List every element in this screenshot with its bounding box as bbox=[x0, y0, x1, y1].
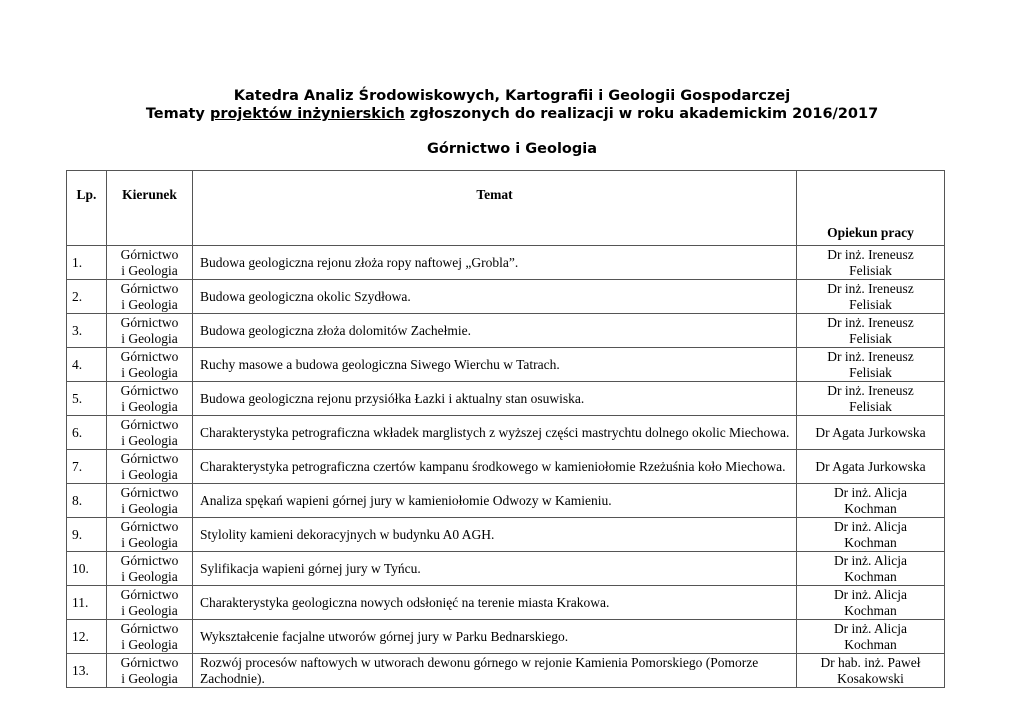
table-row bbox=[67, 348, 945, 382]
cell-lp: 5. bbox=[67, 382, 107, 416]
table-row bbox=[67, 484, 945, 518]
cell-temat: Budowa geologiczna złoża dolomitów Zachełmie. bbox=[193, 314, 797, 348]
opiekun-line-2: Felisiak bbox=[849, 296, 892, 312]
kierunek-line-2: i Geologia bbox=[121, 500, 178, 516]
cell-lp: 6. bbox=[67, 416, 107, 450]
kierunek-line-2: i Geologia bbox=[121, 670, 178, 686]
table-row bbox=[67, 246, 945, 280]
cell-lp: 12. bbox=[67, 620, 107, 654]
opiekun-line-1: Dr inż. Ireneusz bbox=[827, 280, 914, 296]
department-title: Katedra Analiz Środowiskowych, Kartografii i Geologii Gospodarczej bbox=[233, 88, 791, 104]
kierunek-line-2: i Geologia bbox=[121, 432, 178, 448]
opiekun-line-2: Felisiak bbox=[849, 398, 892, 414]
cell-temat: Charakterystyka geologiczna nowych odsłonięć na terenie miasta Krakowa. bbox=[193, 586, 797, 620]
cell-lp: 9. bbox=[67, 518, 107, 552]
kierunek-line-1: Górnictwo bbox=[120, 348, 179, 364]
cell-kierunek bbox=[107, 620, 193, 654]
opiekun-line-1: Dr inż. Ireneusz bbox=[827, 246, 914, 262]
cell-opiekun bbox=[797, 416, 945, 450]
cell-temat: Sylifikacja wapieni górnej jury w Tyńcu. bbox=[193, 552, 797, 586]
cell-kierunek bbox=[107, 484, 193, 518]
cell-opiekun bbox=[797, 280, 945, 314]
opiekun-line-1: Dr Agata Jurkowska bbox=[815, 458, 926, 474]
cell-temat: Charakterystyka petrograficzna czertów kampanu środkowego w kamieniołomie Rzeżuśnia koło Miechowa. bbox=[193, 450, 797, 484]
kierunek-line-2: i Geologia bbox=[121, 262, 178, 278]
cell-opiekun bbox=[797, 484, 945, 518]
cell-kierunek bbox=[107, 348, 193, 382]
opiekun-line-2: Kochman bbox=[844, 636, 897, 652]
cell-temat: Budowa geologiczna okolic Szydłowa. bbox=[193, 280, 797, 314]
opiekun-line-1: Dr inż. Alicja bbox=[833, 484, 908, 500]
kierunek-line-1: Górnictwo bbox=[120, 382, 179, 398]
cell-lp: 11. bbox=[67, 586, 107, 620]
opiekun-line-2: Kochman bbox=[844, 602, 897, 618]
opiekun-line-1: Dr inż. Alicja bbox=[833, 620, 908, 636]
opiekun-line-1: Dr Agata Jurkowska bbox=[815, 424, 926, 440]
table-header-row bbox=[67, 171, 945, 246]
cell-opiekun bbox=[797, 586, 945, 620]
table-row bbox=[67, 654, 945, 688]
cell-lp: 10. bbox=[67, 552, 107, 586]
opiekun-line-1: Dr inż. Ireneusz bbox=[827, 314, 914, 330]
kierunek-line-2: i Geologia bbox=[121, 364, 178, 380]
opiekun-line-1: Dr inż. Alicja bbox=[833, 586, 908, 602]
kierunek-line-1: Górnictwo bbox=[120, 416, 179, 432]
opiekun-line-1: Dr hab. inż. Paweł bbox=[820, 654, 921, 670]
kierunek-line-1: Górnictwo bbox=[120, 518, 179, 534]
kierunek-line-1: Górnictwo bbox=[120, 484, 179, 500]
cell-lp: 4. bbox=[67, 348, 107, 382]
table-row bbox=[67, 314, 945, 348]
column-header-kierunek: Kierunek bbox=[107, 171, 193, 246]
opiekun-line-1: Dr inż. Ireneusz bbox=[827, 382, 914, 398]
cell-temat: Rozwój procesów naftowych w utworach dewonu górnego w rejonie Kamienia Pomorskiego (Pomorze Zachodnie). bbox=[193, 654, 797, 688]
cell-lp: 7. bbox=[67, 450, 107, 484]
opiekun-line-2: Kochman bbox=[844, 500, 897, 516]
title-suffix: zgłoszonych do realizacji w roku akademickim 2016/2017 bbox=[404, 106, 879, 122]
cell-opiekun bbox=[797, 518, 945, 552]
cell-kierunek bbox=[107, 552, 193, 586]
kierunek-line-2: i Geologia bbox=[121, 296, 178, 312]
cell-temat: Ruchy masowe a budowa geologiczna Siwego Wierchu w Tatrach. bbox=[193, 348, 797, 382]
column-header-temat: Temat bbox=[193, 171, 797, 246]
cell-lp: 8. bbox=[67, 484, 107, 518]
cell-kierunek bbox=[107, 654, 193, 688]
section-subtitle: Górnictwo i Geologia bbox=[426, 141, 598, 157]
cell-opiekun bbox=[797, 314, 945, 348]
cell-kierunek bbox=[107, 246, 193, 280]
cell-kierunek bbox=[107, 586, 193, 620]
opiekun-line-2: Kochman bbox=[844, 534, 897, 550]
cell-temat: Stylolity kamieni dekoracyjnych w budynku A0 AGH. bbox=[193, 518, 797, 552]
kierunek-line-1: Górnictwo bbox=[120, 450, 179, 466]
kierunek-line-2: i Geologia bbox=[121, 568, 178, 584]
cell-opiekun bbox=[797, 552, 945, 586]
cell-opiekun bbox=[797, 348, 945, 382]
opiekun-line-1: Dr inż. Ireneusz bbox=[827, 348, 914, 364]
cell-kierunek bbox=[107, 280, 193, 314]
cell-opiekun bbox=[797, 450, 945, 484]
cell-temat: Analiza spękań wapieni górnej jury w kamieniołomie Odwozy w Kamieniu. bbox=[193, 484, 797, 518]
cell-temat: Budowa geologiczna rejonu przysiółka Łazki i aktualny stan osuwiska. bbox=[193, 382, 797, 416]
kierunek-line-2: i Geologia bbox=[121, 636, 178, 652]
kierunek-line-1: Górnictwo bbox=[120, 314, 179, 330]
cell-temat: Budowa geologiczna rejonu złoża ropy naftowej „Grobla”. bbox=[193, 246, 797, 280]
kierunek-line-2: i Geologia bbox=[121, 602, 178, 618]
table-row bbox=[67, 382, 945, 416]
cell-lp: 13. bbox=[67, 654, 107, 688]
kierunek-line-1: Górnictwo bbox=[120, 246, 179, 262]
kierunek-line-2: i Geologia bbox=[121, 534, 178, 550]
title-underlined: projektów inżynierskich bbox=[209, 106, 405, 122]
kierunek-line-1: Górnictwo bbox=[120, 552, 179, 568]
cell-kierunek bbox=[107, 314, 193, 348]
cell-lp: 3. bbox=[67, 314, 107, 348]
cell-kierunek bbox=[107, 518, 193, 552]
kierunek-line-1: Górnictwo bbox=[120, 280, 179, 296]
cell-kierunek bbox=[107, 450, 193, 484]
cell-kierunek bbox=[107, 382, 193, 416]
opiekun-line-2: Kochman bbox=[844, 568, 897, 584]
cell-lp: 2. bbox=[67, 280, 107, 314]
kierunek-line-2: i Geologia bbox=[121, 466, 178, 482]
kierunek-line-1: Górnictwo bbox=[120, 654, 179, 670]
cell-opiekun bbox=[797, 382, 945, 416]
cell-temat: Wykształcenie facjalne utworów górnej jury w Parku Bednarskiego. bbox=[193, 620, 797, 654]
table-row bbox=[67, 552, 945, 586]
cell-kierunek bbox=[107, 416, 193, 450]
cell-opiekun bbox=[797, 246, 945, 280]
column-header-lp: Lp. bbox=[67, 171, 107, 246]
kierunek-line-1: Górnictwo bbox=[120, 620, 179, 636]
table-row bbox=[67, 518, 945, 552]
opiekun-line-1: Dr inż. Alicja bbox=[833, 518, 908, 534]
opiekun-line-1: Dr inż. Alicja bbox=[833, 552, 908, 568]
document-title bbox=[0, 106, 1024, 122]
cell-opiekun bbox=[797, 654, 945, 688]
cell-lp: 1. bbox=[67, 246, 107, 280]
cell-opiekun bbox=[797, 620, 945, 654]
title-prefix: Tematy bbox=[145, 106, 210, 122]
opiekun-line-2: Kosakowski bbox=[837, 670, 904, 686]
table-row bbox=[67, 416, 945, 450]
table-row bbox=[67, 586, 945, 620]
opiekun-line-2: Felisiak bbox=[849, 262, 892, 278]
column-header-opiekun: Opiekun pracy bbox=[797, 171, 945, 246]
cell-temat: Charakterystyka petrograficzna wkładek marglistych z wyższej części mastrychtu dolnego okolic Miechowa. bbox=[193, 416, 797, 450]
opiekun-line-2: Felisiak bbox=[849, 364, 892, 380]
table-row bbox=[67, 450, 945, 484]
table-row bbox=[67, 620, 945, 654]
table-row bbox=[67, 280, 945, 314]
kierunek-line-1: Górnictwo bbox=[120, 586, 179, 602]
topics-table bbox=[66, 170, 945, 688]
kierunek-line-2: i Geologia bbox=[121, 330, 178, 346]
kierunek-line-2: i Geologia bbox=[121, 398, 178, 414]
opiekun-line-2: Felisiak bbox=[849, 330, 892, 346]
